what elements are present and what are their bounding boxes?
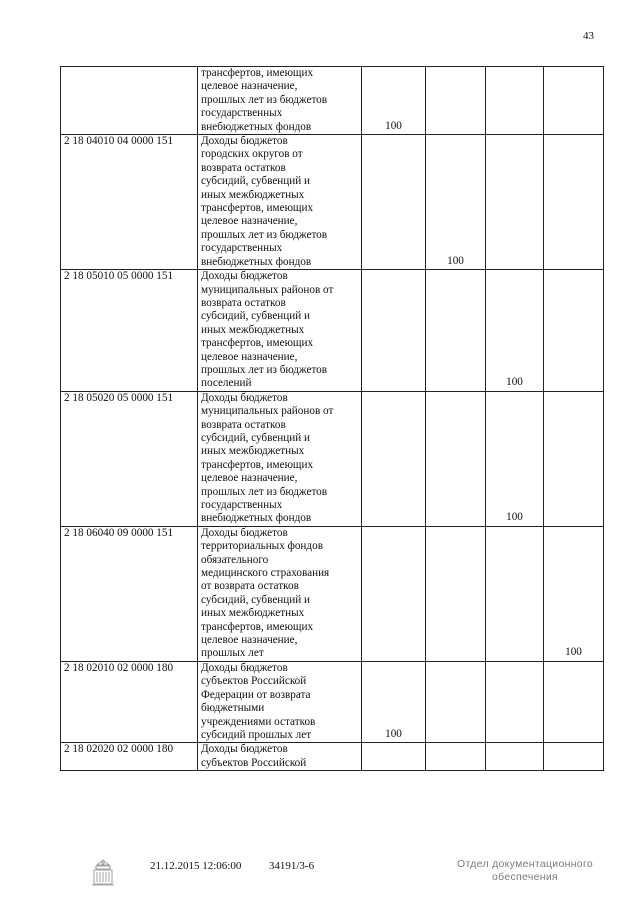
- value-cell-1: [362, 270, 426, 392]
- table-row: [61, 270, 604, 392]
- table-row: [61, 743, 604, 771]
- income-name-line: городских округов от: [201, 148, 303, 161]
- income-name-line: иных межбюджетных: [201, 323, 305, 336]
- income-code-cell: 2 18 04010 04 0000 151: [61, 135, 198, 270]
- income-name-line: государственных: [201, 242, 283, 255]
- income-name-line: возврата остатков: [201, 296, 286, 309]
- stamp-doc-number: 34191/3-6: [268, 860, 315, 872]
- income-name-line: целевое назначение,: [201, 634, 298, 647]
- income-code-cell: 2 18 06040 09 0000 151: [61, 526, 198, 661]
- income-name-line: субъектов Российской: [201, 675, 307, 688]
- income-name-line: поселений: [201, 377, 252, 390]
- income-name-line: возврата остатков: [201, 161, 286, 174]
- income-name-cell: [198, 526, 362, 661]
- document-stamp: [150, 860, 314, 872]
- income-code-cell: [61, 67, 198, 135]
- income-code-cell: 2 18 02010 02 0000 180: [61, 661, 198, 742]
- value-cell-3: [486, 135, 544, 270]
- value-cell-4: 100: [544, 526, 604, 661]
- table-row: [61, 661, 604, 742]
- income-name-line: трансфертов, имеющих: [201, 337, 314, 350]
- income-name-line: целевое назначение,: [201, 80, 298, 93]
- income-name-cell: [198, 743, 362, 771]
- income-name-line: иных межбюджетных: [201, 607, 305, 620]
- income-name-line: Доходы бюджетов: [201, 661, 288, 674]
- income-name-line: прошлых лет из бюджетов: [201, 93, 328, 106]
- footer: [0, 858, 640, 898]
- income-name-cell: [198, 391, 362, 526]
- income-name-line: внебюджетных фондов: [201, 120, 312, 133]
- income-name-cell: [198, 270, 362, 392]
- income-name-line: муниципальных районов от: [201, 405, 334, 418]
- income-name-line: Доходы бюджетов: [201, 743, 288, 756]
- page-number: 43: [583, 30, 594, 42]
- value-cell-4: [544, 270, 604, 392]
- value-cell-4: [544, 661, 604, 742]
- table-row: [61, 135, 604, 270]
- income-name-line: возврата остатков: [201, 418, 286, 431]
- income-name-line: субсидий, субвенций и: [201, 431, 311, 444]
- income-code-cell: 2 18 02020 02 0000 180: [61, 743, 198, 771]
- income-name-line: Федерации от возврата: [201, 688, 311, 701]
- table-row: [61, 526, 604, 661]
- income-name-cell: [198, 135, 362, 270]
- income-name-line: трансфертов, имеющих: [201, 67, 314, 79]
- income-name-line: бюджетными: [201, 702, 265, 715]
- income-name-line: прошлых лет: [201, 647, 264, 660]
- value-cell-4: [544, 743, 604, 771]
- value-cell-4: [544, 67, 604, 135]
- value-cell-4: [544, 135, 604, 270]
- income-name-line: иных межбюджетных: [201, 445, 305, 458]
- value-cell-1: 100: [362, 661, 426, 742]
- department-watermark: [445, 858, 605, 884]
- table-body: [61, 67, 604, 771]
- value-cell-2: [426, 743, 486, 771]
- income-name-line: иных межбюджетных: [201, 188, 305, 201]
- value-cell-1: 100: [362, 67, 426, 135]
- table-row: [61, 67, 604, 135]
- income-name-cell: [198, 67, 362, 135]
- income-code-cell: 2 18 05020 05 0000 151: [61, 391, 198, 526]
- income-name-line: муниципальных районов от: [201, 283, 334, 296]
- income-name-line: Доходы бюджетов: [201, 526, 288, 539]
- value-cell-3: 100: [486, 391, 544, 526]
- value-cell-4: [544, 391, 604, 526]
- department-line-2: обеспечения: [492, 871, 558, 883]
- table-row: [61, 391, 604, 526]
- income-name-line: субсидий, субвенций и: [201, 310, 311, 323]
- income-name-line: трансфертов, имеющих: [201, 458, 314, 471]
- value-cell-3: 100: [486, 270, 544, 392]
- income-code-cell: 2 18 05010 05 0000 151: [61, 270, 198, 392]
- income-name-line: субсидий, субвенций и: [201, 175, 311, 188]
- income-name-line: государственных: [201, 107, 283, 120]
- income-name-line: территориальных фондов: [201, 540, 323, 553]
- income-name-line: трансфертов, имеющих: [201, 202, 314, 215]
- income-name-line: целевое назначение,: [201, 350, 298, 363]
- stamp-datetime: 21.12.2015 12:06:00: [150, 860, 242, 872]
- income-name-line: целевое назначение,: [201, 215, 298, 228]
- income-name-line: внебюджетных фондов: [201, 255, 312, 268]
- value-cell-2: [426, 526, 486, 661]
- value-cell-3: [486, 743, 544, 771]
- value-cell-3: [486, 661, 544, 742]
- income-name-line: целевое назначение,: [201, 472, 298, 485]
- income-name-line: Доходы бюджетов: [201, 135, 288, 148]
- income-name-line: субсидий, субвенций и: [201, 593, 311, 606]
- value-cell-2: [426, 270, 486, 392]
- value-cell-2: [426, 67, 486, 135]
- budget-table: [60, 66, 604, 771]
- income-name-line: субъектов Российской: [201, 756, 307, 769]
- income-name-line: обязательного: [201, 553, 269, 566]
- income-name-line: прошлых лет из бюджетов: [201, 363, 328, 376]
- income-name-line: трансфертов, имеющих: [201, 620, 314, 633]
- income-name-line: внебюджетных фондов: [201, 512, 312, 525]
- income-name-line: Доходы бюджетов: [201, 270, 288, 283]
- income-name-line: прошлых лет из бюджетов: [201, 228, 328, 241]
- value-cell-3: [486, 67, 544, 135]
- value-cell-1: [362, 743, 426, 771]
- income-name-line: Доходы бюджетов: [201, 391, 288, 404]
- coat-of-arms-seal: [88, 858, 118, 888]
- value-cell-2: [426, 391, 486, 526]
- value-cell-1: [362, 135, 426, 270]
- value-cell-1: [362, 391, 426, 526]
- income-name-line: учреждениями остатков: [201, 715, 316, 728]
- income-name-line: от возврата остатков: [201, 580, 299, 593]
- income-name-line: прошлых лет из бюджетов: [201, 485, 328, 498]
- value-cell-2: 100: [426, 135, 486, 270]
- department-line-1: Отдел документационного: [457, 858, 593, 870]
- value-cell-3: [486, 526, 544, 661]
- income-name-line: государственных: [201, 499, 283, 511]
- value-cell-1: [362, 526, 426, 661]
- income-name-line: медицинского страхования: [201, 567, 330, 580]
- value-cell-2: [426, 661, 486, 742]
- income-name-line: субсидий прошлых лет: [201, 728, 312, 741]
- income-name-cell: [198, 661, 362, 742]
